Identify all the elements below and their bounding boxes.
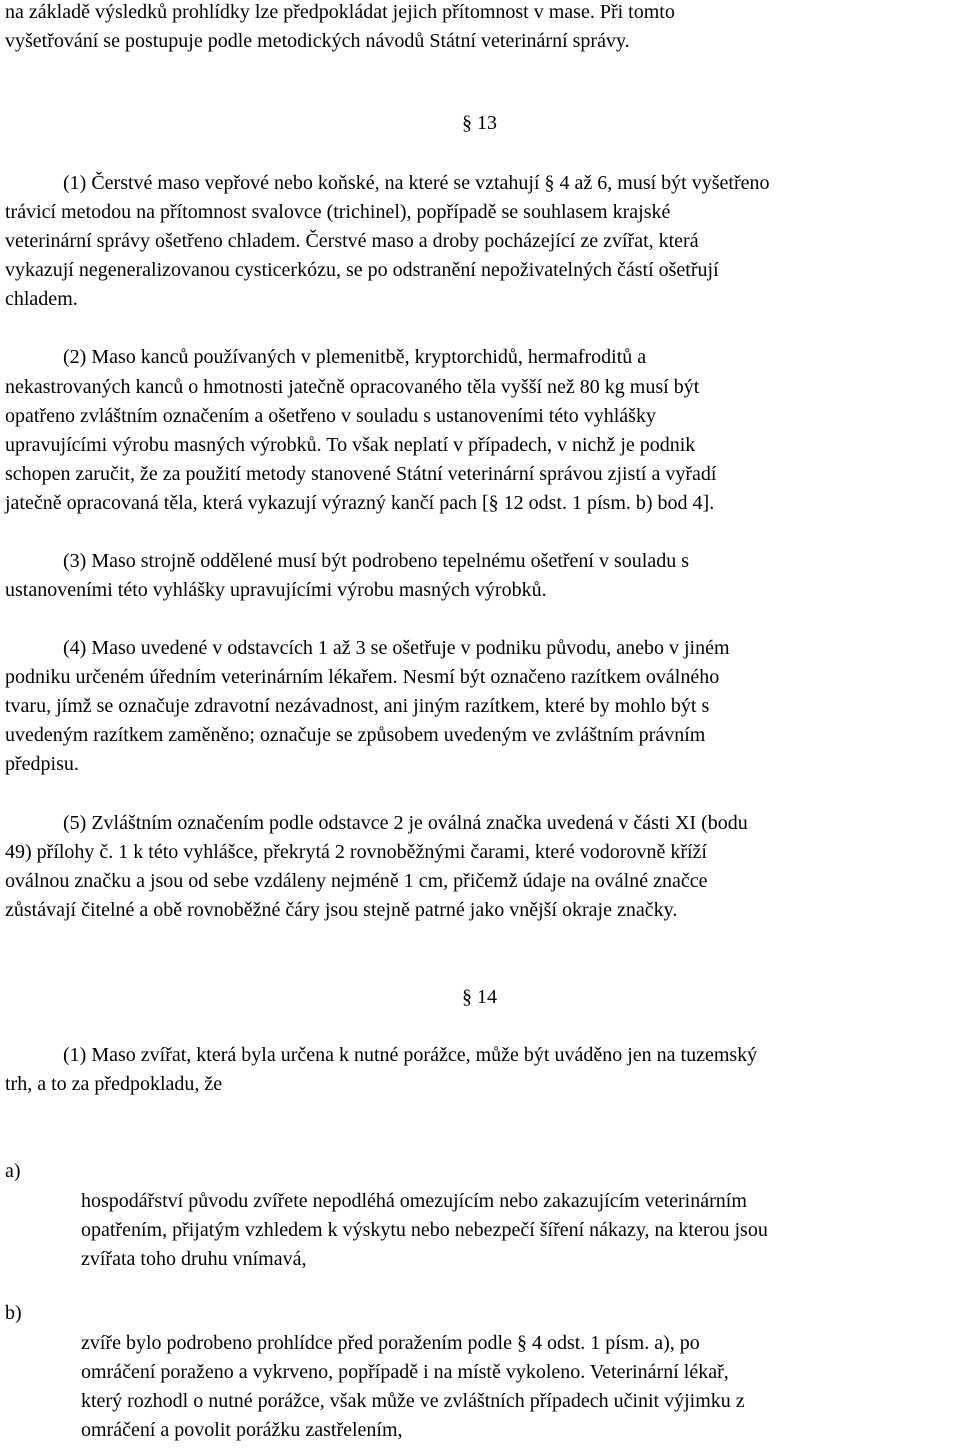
paragraph-line: schopen zaručit, že za použití metody stanovené Státní veterinární správou zjistí a vyřadí — [5, 463, 717, 485]
paragraph-line: jatečně opracovaná těla, která vykazují výrazný kančí pach [§ 12 odst. 1 písm. b) bod 4]. — [5, 492, 715, 514]
paragraph-line: uvedeným razítkem zaměněno; označuje se způsobem uvedeným ve zvláštním právním — [5, 724, 706, 746]
paragraph-line: ustanoveními této vyhlášky upravujícími výrobu masných výrobků. — [5, 579, 547, 601]
paragraph-line: (2) Maso kanců používaných v plemenitbě, kryptorchidů, hermafroditů a — [63, 346, 647, 368]
section-heading-13: § 13 — [462, 112, 497, 134]
paragraph-line: (5) Zvláštním označením podle odstavce 2 je oválná značka uvedená v části XI (bodu — [63, 812, 748, 834]
paragraph-line: oválnou značku a jsou od sebe vzdáleny nejméně 1 cm, přičemž údaje na oválné značce — [5, 870, 708, 892]
list-item-line: omráčení poraženo a vykrveno, popřípadě i na místě vykoleno. Veterinární lékař, — [81, 1361, 729, 1383]
paragraph-line: (1) Čerstvé maso vepřové nebo koňské, na které se vztahují § 4 až 6, musí být vyšetřeno — [63, 172, 770, 194]
paragraph-line: nekastrovaných kanců o hmotnosti jatečně opracovaného těla vyšší než 80 kg musí být — [5, 376, 700, 398]
list-item-line: hospodářství původu zvířete nepodléhá omezujícím nebo zakazujícím veterinárním — [81, 1190, 747, 1212]
intro-line: vyšetřování se postupuje podle metodických návodů Státní veterinární správy. — [5, 30, 630, 52]
paragraph-line: (1) Maso zvířat, která byla určena k nutné porážce, může být uváděno jen na tuzemský — [63, 1044, 758, 1066]
paragraph-line: předpisu. — [5, 753, 79, 775]
paragraph-line: opatřeno zvláštním označením a ošetřeno v souladu s ustanoveními této vyhlášky — [5, 405, 656, 427]
list-item-line: zvíře bylo podrobeno prohlídce před poražením podle § 4 odst. 1 písm. a), po — [81, 1332, 700, 1354]
paragraph-line: tvaru, jímž se označuje zdravotní nezávadnost, ani jiným razítkem, které by mohlo být s — [5, 695, 710, 717]
paragraph-line: podniku určeném úředním veterinárním lékařem. Nesmí být označeno razítkem oválného — [5, 666, 720, 688]
list-item-marker: b) — [5, 1302, 22, 1324]
list-item-line: který rozhodl o nutné porážce, však může ve zvláštních případech učinit výjimku z — [81, 1390, 745, 1412]
paragraph-line: (4) Maso uvedené v odstavcích 1 až 3 se ošetřuje v podniku původu, anebo v jiném — [63, 637, 730, 659]
paragraph-line: vykazují negeneralizovanou cysticerkózu, se po odstranění nepoživatelných částí ošetřují — [5, 259, 719, 281]
list-item-line: zvířata toho druhu vnímavá, — [81, 1248, 307, 1270]
paragraph-line: upravujícími výrobu masných výrobků. To však neplatí v případech, v nichž je podnik — [5, 434, 696, 456]
section-heading-14: § 14 — [462, 986, 497, 1008]
paragraph-line: (3) Maso strojně oddělené musí být podrobeno tepelnému ošetření v souladu s — [63, 550, 689, 572]
paragraph-line: trh, a to za předpokladu, že — [5, 1073, 223, 1095]
list-item-line: opatřením, přijatým vzhledem k výskytu nebo nebezpečí šíření nákazy, na kterou jsou — [81, 1219, 768, 1241]
paragraph-line: chladem. — [5, 288, 78, 310]
intro-line: na základě výsledků prohlídky lze předpokládat jejich přítomnost v mase. Při tomto — [5, 1, 675, 23]
paragraph-line: 49) přílohy č. 1 k této vyhlášce, překrytá 2 rovnoběžnými čarami, které vodorovně kříží — [5, 841, 707, 863]
list-item-marker: a) — [5, 1160, 21, 1182]
paragraph-line: veterinární správy ošetřeno chladem. Čerstvé maso a droby pocházející ze zvířat, která — [5, 230, 699, 252]
paragraph-line: trávicí metodou na přítomnost svalovce (trichinel), popřípadě se souhlasem krajské — [5, 201, 671, 223]
paragraph-line: zůstávají čitelné a obě rovnoběžné čáry jsou stejně patrné jako vnější okraje značky. — [5, 899, 678, 921]
list-item-line: omráčení a povolit porážku zastřelením, — [81, 1419, 403, 1441]
